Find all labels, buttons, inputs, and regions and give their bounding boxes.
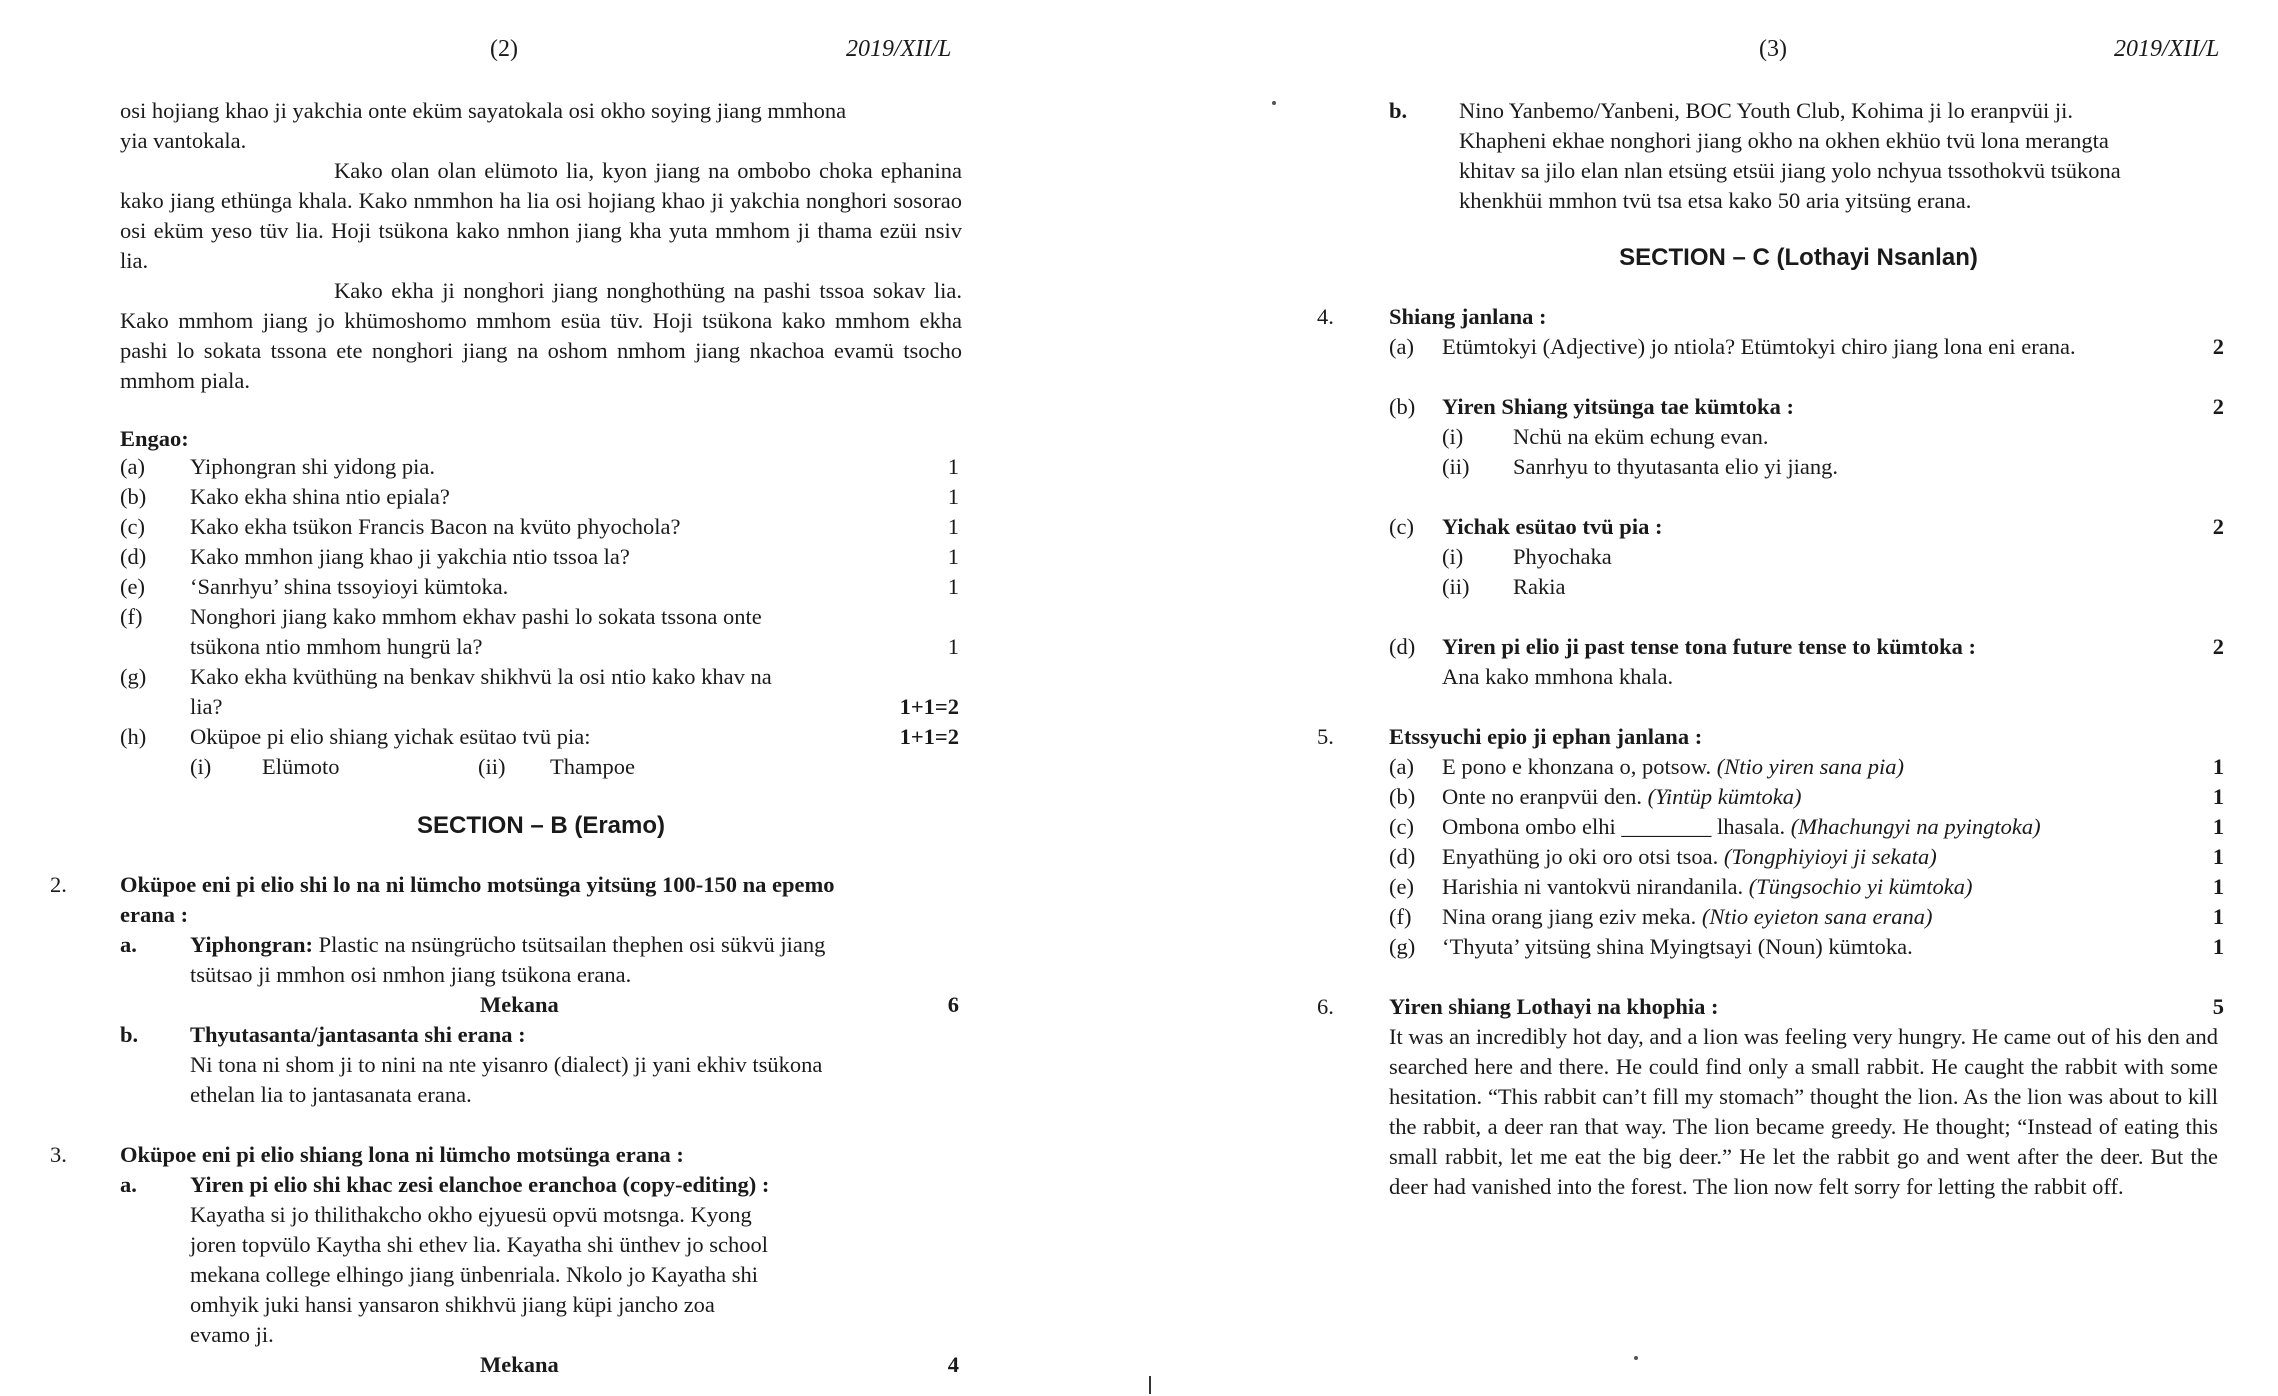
- question-text: Kako ekha kvüthüng na benkav shikhvü la osi ntio kako khav na: [190, 664, 772, 689]
- question-mark: 4: [947, 1352, 959, 1377]
- sub-label: (i): [1442, 424, 1464, 449]
- question-label: (a): [1389, 754, 1414, 779]
- question-hint: (Ntio yiren sana pia): [1716, 754, 1905, 779]
- question-text: Yiren Shiang yitsünga tae kümtoka :: [1442, 394, 1794, 419]
- question-mark: 1: [2212, 844, 2224, 869]
- question-label: (b): [1389, 394, 1416, 419]
- q2-b-label: b.: [120, 1022, 139, 1047]
- paper-code: 2019/XII/L: [2114, 36, 2220, 62]
- question-label: (c): [120, 514, 145, 539]
- b-item-line: Nino Yanbemo/Yanbeni, BOC Youth Club, Kohima ji lo eranpvüi ji.: [1459, 98, 2074, 123]
- q2-heading: Oküpoe eni pi elio shi lo na ni lümcho motsünga yitsüng 100-150 na epemo: [120, 872, 835, 897]
- question-hint: (Yintüp kümtoka): [1647, 784, 1802, 809]
- question-number: 3.: [50, 1142, 67, 1167]
- question-mark: 1: [947, 574, 959, 599]
- sub-text: Sanrhyu to thyutasanta elio yi jiang.: [1513, 454, 1838, 479]
- question-label: (a): [1389, 334, 1414, 359]
- question-mark: 1: [947, 484, 959, 509]
- question-text: Etümtokyi (Adjective) jo ntiola? Etümtokyi chiro jiang lona eni erana.: [1442, 334, 2076, 359]
- q2-b-text: Ni tona ni shom ji to nini na nte yisanro (dialect) ji yani ekhiv tsükona: [190, 1052, 823, 1077]
- q2-a-body: Plastic na nsüngrücho tsütsailan thephen osi sükvü jiang: [312, 932, 826, 957]
- question-text: Oküpoe pi elio shiang yichak esütao tvü pia:: [190, 724, 591, 749]
- q3-text-line: Kayatha si jo thilithakcho okho ejyuesü opvü motsnga. Kyong: [190, 1202, 752, 1227]
- sub-label: (i): [190, 754, 212, 779]
- b-item-line: Khapheni ekhae nonghori jiang okho na okhen ekhüo tvü lona merangta: [1459, 128, 2109, 153]
- sub-label: (ii): [1442, 454, 1470, 479]
- paper-code: 2019/XII/L: [846, 36, 952, 62]
- question-text: Nina orang jiang eziv meka. (Ntio eyieton sana erana): [1442, 904, 1933, 929]
- sub-text: Elümoto: [262, 754, 340, 779]
- question-label: (a): [120, 454, 145, 479]
- sub-label: (i): [1442, 544, 1464, 569]
- q2-a-label: a.: [120, 932, 137, 957]
- question-text: Yichak esütao tvü pia :: [1442, 514, 1663, 539]
- question-text: Yiphongran shi yidong pia.: [190, 454, 435, 479]
- page-number: (2): [490, 36, 518, 62]
- question-text: Ombona ombo elhi ________ lhasala. (Mhachungyi na pyingtoka): [1442, 814, 2041, 839]
- question-label: (d): [1389, 634, 1416, 659]
- mekana-label: Mekana: [480, 1352, 559, 1377]
- question-label: (g): [1389, 934, 1416, 959]
- q2-a-text-cont: tsütsao ji mmhon osi nmhon jiang tsükona erana.: [190, 962, 632, 987]
- question-mark: 1: [947, 544, 959, 569]
- question-number: 4.: [1317, 304, 1334, 329]
- question-text: Yiren pi elio ji past tense tona future tense to kümtoka :: [1442, 634, 1976, 659]
- question-mark: 1: [947, 454, 959, 479]
- section-c-heading: SECTION – C (Lothayi Nsanlan): [1619, 244, 1978, 271]
- question-text: Kako mmhon jiang khao ji yakchia ntio tssoa la?: [190, 544, 630, 569]
- question-label: (e): [1389, 874, 1414, 899]
- q3-a-title: Yiren pi elio shi khac zesi elanchoe eranchoa (copy-editing) :: [190, 1172, 770, 1197]
- q2-b-title: Thyutasanta/jantasanta shi erana :: [190, 1022, 526, 1047]
- q2-heading-cont: erana :: [120, 902, 189, 927]
- question-mark: 2: [2212, 514, 2224, 539]
- question-mark: 1: [2212, 904, 2224, 929]
- q2-a-text: [190, 930, 825, 960]
- q3-text-line: joren topvülo Kaytha shi ethev lia. Kayatha shi ünthev jo school: [190, 1232, 769, 1257]
- q3-text-line: mekana college elhingo jiang ünbenriala. Nkolo jo Kayatha shi: [190, 1262, 758, 1287]
- question-mark: 6: [947, 992, 959, 1017]
- b-item-line: khenkhüi mmhon tvü tsa etsa kako 50 aria yitsüng erana.: [1459, 188, 1972, 213]
- question-text: Nonghori jiang kako mmhom ekhav pashi lo sokata tssona onte: [190, 604, 762, 629]
- sub-label: (ii): [1442, 574, 1470, 599]
- paragraph-1: Kako olan olan elümoto lia, kyon jiang na ombobo choka ephanina kako jiang ethünga khala. Kako nmmhon ha lia osi hojiang khao ji yakchia nonghori sosorao osi eküm yeso tüv lia. Hoji tsükona kako nmhon jiang kha yuta mmhom ji thama ezüi nsiv lia.: [120, 158, 962, 273]
- sub-text: Phyochaka: [1513, 544, 1612, 569]
- intro-line-1: osi hojiang khao ji yakchia onte eküm sayatokala osi okho soying jiang mmhona: [120, 98, 847, 123]
- question-mark: 1: [2212, 874, 2224, 899]
- question-mark: 1: [2212, 784, 2224, 809]
- question-mark: 2: [2212, 634, 2224, 659]
- question-number: 2.: [50, 872, 67, 897]
- intro-line-2: yia vantokala.: [120, 128, 247, 153]
- paragraph-2: Kako ekha ji nonghori jiang nonghothüng na pashi tssoa sokav lia. Kako mmhom jiang jo khümoshomo mmhom esüa tüv. Hoji tsükona kako mmhom ekha pashi lo sokata tssona ete nonghori jiang na oshom nmhom jiang nkachoa evamü tsocho mmhom piala.: [120, 278, 962, 393]
- q3-text-line: evamo ji.: [190, 1322, 274, 1347]
- page-number: (3): [1759, 36, 1787, 62]
- question-hint: (Ntio eyieton sana erana): [1701, 904, 1933, 929]
- question-label: (f): [120, 604, 143, 629]
- question-text: E pono e khonzana o, potsow. (Ntio yiren sana pia): [1442, 754, 1905, 779]
- question-label: (c): [1389, 514, 1414, 539]
- q2-a-title: Yiphongran:: [190, 932, 313, 957]
- question-text: ‘Sanrhyu’ shina tssoyioyi kümtoka.: [190, 574, 509, 599]
- q5-heading: Etssyuchi epio ji ephan janlana :: [1389, 724, 1703, 749]
- question-label: (f): [1389, 904, 1412, 929]
- section-b-heading: SECTION – B (Eramo): [416, 812, 666, 839]
- question-mark: 2: [2212, 394, 2224, 419]
- sub-text: Ana kako mmhona khala.: [1442, 664, 1674, 689]
- b-item-label: b.: [1389, 98, 1408, 123]
- question-label: (b): [120, 484, 147, 509]
- question-mark: 1: [2212, 934, 2224, 959]
- question-label: (h): [120, 724, 147, 749]
- question-mark: 2: [2212, 334, 2224, 359]
- sub-label: (ii): [478, 754, 506, 779]
- question-text-cont: tsükona ntio mmhom hungrü la?: [190, 634, 483, 659]
- right-page: [1139, 0, 2278, 1396]
- mekana-label: Mekana: [480, 992, 559, 1017]
- question-mark: 1+1=2: [899, 724, 959, 749]
- question-hint: (Tüngsochio yi kümtoka): [1748, 874, 1973, 899]
- question-text: Enyathüng jo oki oro otsi tsoa. (Tongphiyioyi ji sekata): [1442, 844, 1937, 869]
- question-number: 6.: [1317, 994, 1334, 1019]
- q6-passage: It was an incredibly hot day, and a lion was feeling very hungry. He came out of his den and searched here and there. He could find only a small rabbit. He caught the rabbit with some hesitation. “This rabbit can’t fill my stomach” thought the lion. As the lion was about to kill the rabbit, a deer ran that way. The lion became greedy. He thought; “Instead of eating this small rabbit, let me eat the big deer.” He let the rabbit go and went after the deer. But the deer had vanished into the forest. The lion now felt sorry for letting the rabbit off.: [1389, 1024, 2218, 1199]
- question-text-cont: lia?: [190, 694, 223, 719]
- question-text: Onte no eranpvüi den. (Yintüp kümtoka): [1442, 784, 1802, 809]
- question-label: (d): [1389, 844, 1416, 869]
- q3-text-line: omhyik juki hansi yansaron shikhvü jiang küpi jancho zoa: [190, 1292, 715, 1317]
- question-mark: 1: [947, 634, 959, 659]
- sub-text: Rakia: [1513, 574, 1566, 599]
- question-mark: 1: [947, 514, 959, 539]
- question-text: Kako ekha tsükon Francis Bacon na kvüto phyochola?: [190, 514, 681, 539]
- question-mark: 1: [2212, 814, 2224, 839]
- question-text: Kako ekha shina ntio epiala?: [190, 484, 450, 509]
- question-text: ‘Thyuta’ yitsüng shina Myingtsayi (Noun) kümtoka.: [1442, 934, 1913, 959]
- q6-heading: Yiren shiang Lothayi na khophia :: [1389, 994, 1719, 1019]
- question-label: (d): [120, 544, 147, 569]
- sub-text: Thampoe: [550, 754, 635, 779]
- question-mark: 1: [2212, 754, 2224, 779]
- question-hint: (Mhachungyi na pyingtoka): [1790, 814, 2041, 839]
- question-label: (b): [1389, 784, 1416, 809]
- engao-label: Engao:: [120, 426, 189, 451]
- q3-heading: Oküpoe eni pi elio shiang lona ni lümcho motsünga erana :: [120, 1142, 684, 1167]
- q3-a-label: a.: [120, 1172, 137, 1197]
- question-mark: 5: [2212, 994, 2224, 1019]
- question-number: 5.: [1317, 724, 1334, 749]
- b-item-line: khitav sa jilo elan nlan etsüng etsüi jiang yolo nchyua tssothokvü tsükona: [1459, 158, 2121, 183]
- question-hint: (Tongphiyioyi ji sekata): [1723, 844, 1937, 869]
- q2-b-text-cont: ethelan lia to jantasanata erana.: [190, 1082, 472, 1107]
- question-mark: 1+1=2: [899, 694, 959, 719]
- q4-heading: Shiang janlana :: [1389, 304, 1547, 329]
- question-text: Harishia ni vantokvü nirandanila. (Tüngsochio yi kümtoka): [1442, 874, 1973, 899]
- question-label: (c): [1389, 814, 1414, 839]
- sub-text: Nchü na eküm echung evan.: [1513, 424, 1769, 449]
- question-label: (g): [120, 664, 147, 689]
- question-label: (e): [120, 574, 145, 599]
